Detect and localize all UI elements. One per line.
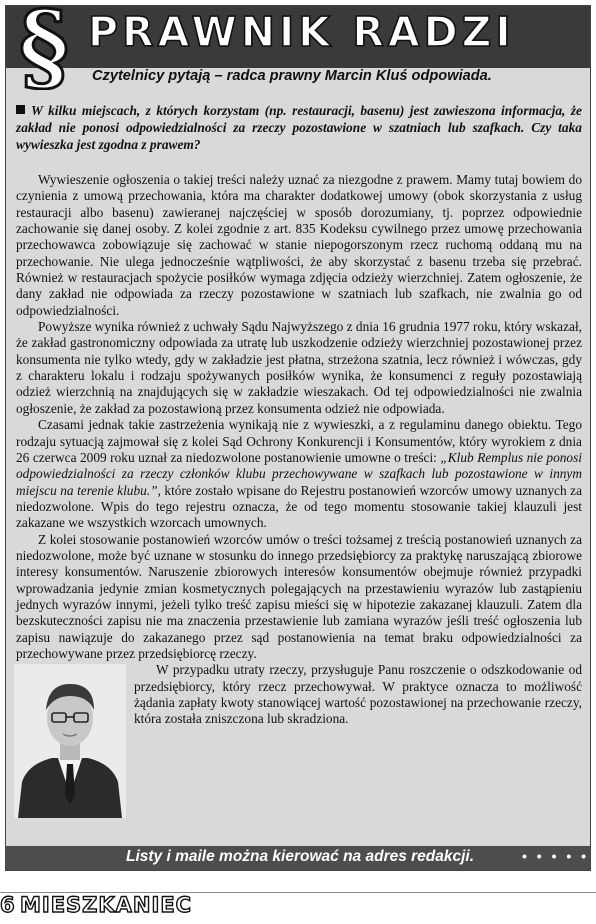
footer-dots: • • • • • bbox=[522, 848, 590, 864]
answer-paragraph bbox=[16, 417, 582, 531]
answer-text: , które zostało wpisane do Rejestru postanowień wzorców umowy uznanych za niedozwolone. Wpis do tego rejestru oznacza, że od tego momentu stosowanie takiej klauzuli jest zakazane we wszystkich wzorcach umownych. bbox=[16, 482, 582, 531]
answer-text: Czasami jednak takie zastrzeżenia wynikają nie z wywieszki, a z regulaminu danego obiektu. Tego rodzaju sytuacją zajmował się z kolei Sąd Ochrony Konkurencji i Konsumentów, który wyrokiem z dnia 26 czerwca 2009 roku uznał za niedozwolone postanowienie umowne o treści: bbox=[16, 417, 582, 465]
reader-question bbox=[16, 102, 582, 153]
question-text: W kilku miejscach, z których korzystam (np. restauracji, basenu) jest zawieszona informacja, że zakład nie ponosi odpowiedzialności za rzeczy pozostawione w szatniach lub szafkach. Czy taka wywieszka jest zgodna z prawem? bbox=[16, 103, 582, 152]
footer-note: Listy i maile można kierować na adres redakcji. bbox=[126, 848, 475, 865]
answer-paragraph: Z kolei stosowanie postanowień wzorców umów o treści tożsamej z treścią postanowień uznanych za niedozwolone, może być uznane w stosunku do innego przedsiębiorcy za praktykę naruszającą zbiorowe interesy konsumentów. Naruszenie zbiorowych interesów konsumentów obejmuje również przypadki wprowadzania jedynie zmian kosmetycznych polegających na przestawieniu wyrazów lub zastąpieniu jednych wyrazów innymi, jeżeli tylko treść zapisu mieści się w hipotezie zakazanej klauzuli. Zatem dla bezskuteczności zapisu nie ma znaczenia przestawienie lub zamiana wyrazów jeśli treść ogłoszenia lub zapisu nawiązuje do zakazanego przez sąd postanowienia na temat braku odpowiedzialności za przechowywane przez przedsiębiorcę rzeczy. bbox=[16, 531, 582, 661]
magazine-name: MIESZKANIEC bbox=[20, 893, 193, 917]
page-title: PRAWNIK RADZI bbox=[88, 8, 515, 56]
article-body bbox=[16, 172, 582, 818]
answer-paragraph: Powyższe wynika również z uchwały Sądu Najwyższego z dnia 16 grudnia 1977 roku, który wskazał, że zakład gastronomiczny odpowiada za utratę lub uszkodzenie odzieży wierzchniej pozostawionej przez konsumenta nie tylko wtedy, gdy w zakładzie jest płatna, strzeżona szatnia, lecz również i wówczas, gdy z charakteru lokalu i rodzaju spożywanych posiłków wynika, że konsumenci z reguły pozostawiają odzież wierzchnią na znajdujących się w zakładzie wieszakach. Od tej odpowiedzialności nie zwalnia ogłoszenie, że zakład za pozostawioną przez konsumenta odzież nie odpowiada. bbox=[16, 319, 582, 416]
page-number: 6 bbox=[0, 893, 15, 917]
author-photo bbox=[14, 664, 126, 818]
page-subtitle: Czytelnicy pytają – radca prawny Marcin Kluś odpowiada. bbox=[92, 68, 492, 84]
paragraph-sign-logo bbox=[10, 2, 78, 90]
answer-paragraph: W przypadku utraty rzeczy, przysługuje Panu roszczenie o odszkodowanie od przedsiębiorcy, który rzecz przechowywał. W praktyce oznacza to możliwość żądania zapłaty kwoty stanowiącej wartość pozostawionej na przechowanie rzeczy, która została zniszczona lub skradziona. bbox=[134, 662, 582, 727]
answer-paragraph: Wywieszenie ogłoszenia o takiej treści należy uznać za niezgodne z prawem. Mamy tutaj bowiem do czynienia z umową przechowania, która ma charakter dodatkowej umowy (obok skorzystania z usług restauracji albo basenu) zawieranej najczęściej w sposób dorozumiany, tj. poprzez odpowiednie zachowanie się danej osoby. Z kolei zgodnie z art. 835 Kodeksu cywilnego przez umowę przechowania przechowawca zobowiązuje się zachować w stanie niepogorszonym rzecz ruchomą oddaną mu na przechowanie. Nie ulega jednocześnie wątpliwości, że aby skorzystać z basenu trzeba się przebrać. Również w restauracjach spożycie posiłków wymaga zdjęcia odzieży wierzchniej. Zatem ogłoszenie, że dany zakład nie odpowiada za rzeczy pozostawione w szatniach lub szafkach, nie zwalnia go od odpowiedzialności. bbox=[16, 172, 582, 318]
svg-text:§: § bbox=[18, 2, 70, 90]
quoted-clause: „Klub Remplus nie ponosi odpowiedzialności za rzeczy członków klubu przechowywane w szafkach lub pozostawione w innym miejscu na terenie klubu.” bbox=[16, 449, 582, 498]
square-bullet-icon bbox=[16, 105, 25, 114]
